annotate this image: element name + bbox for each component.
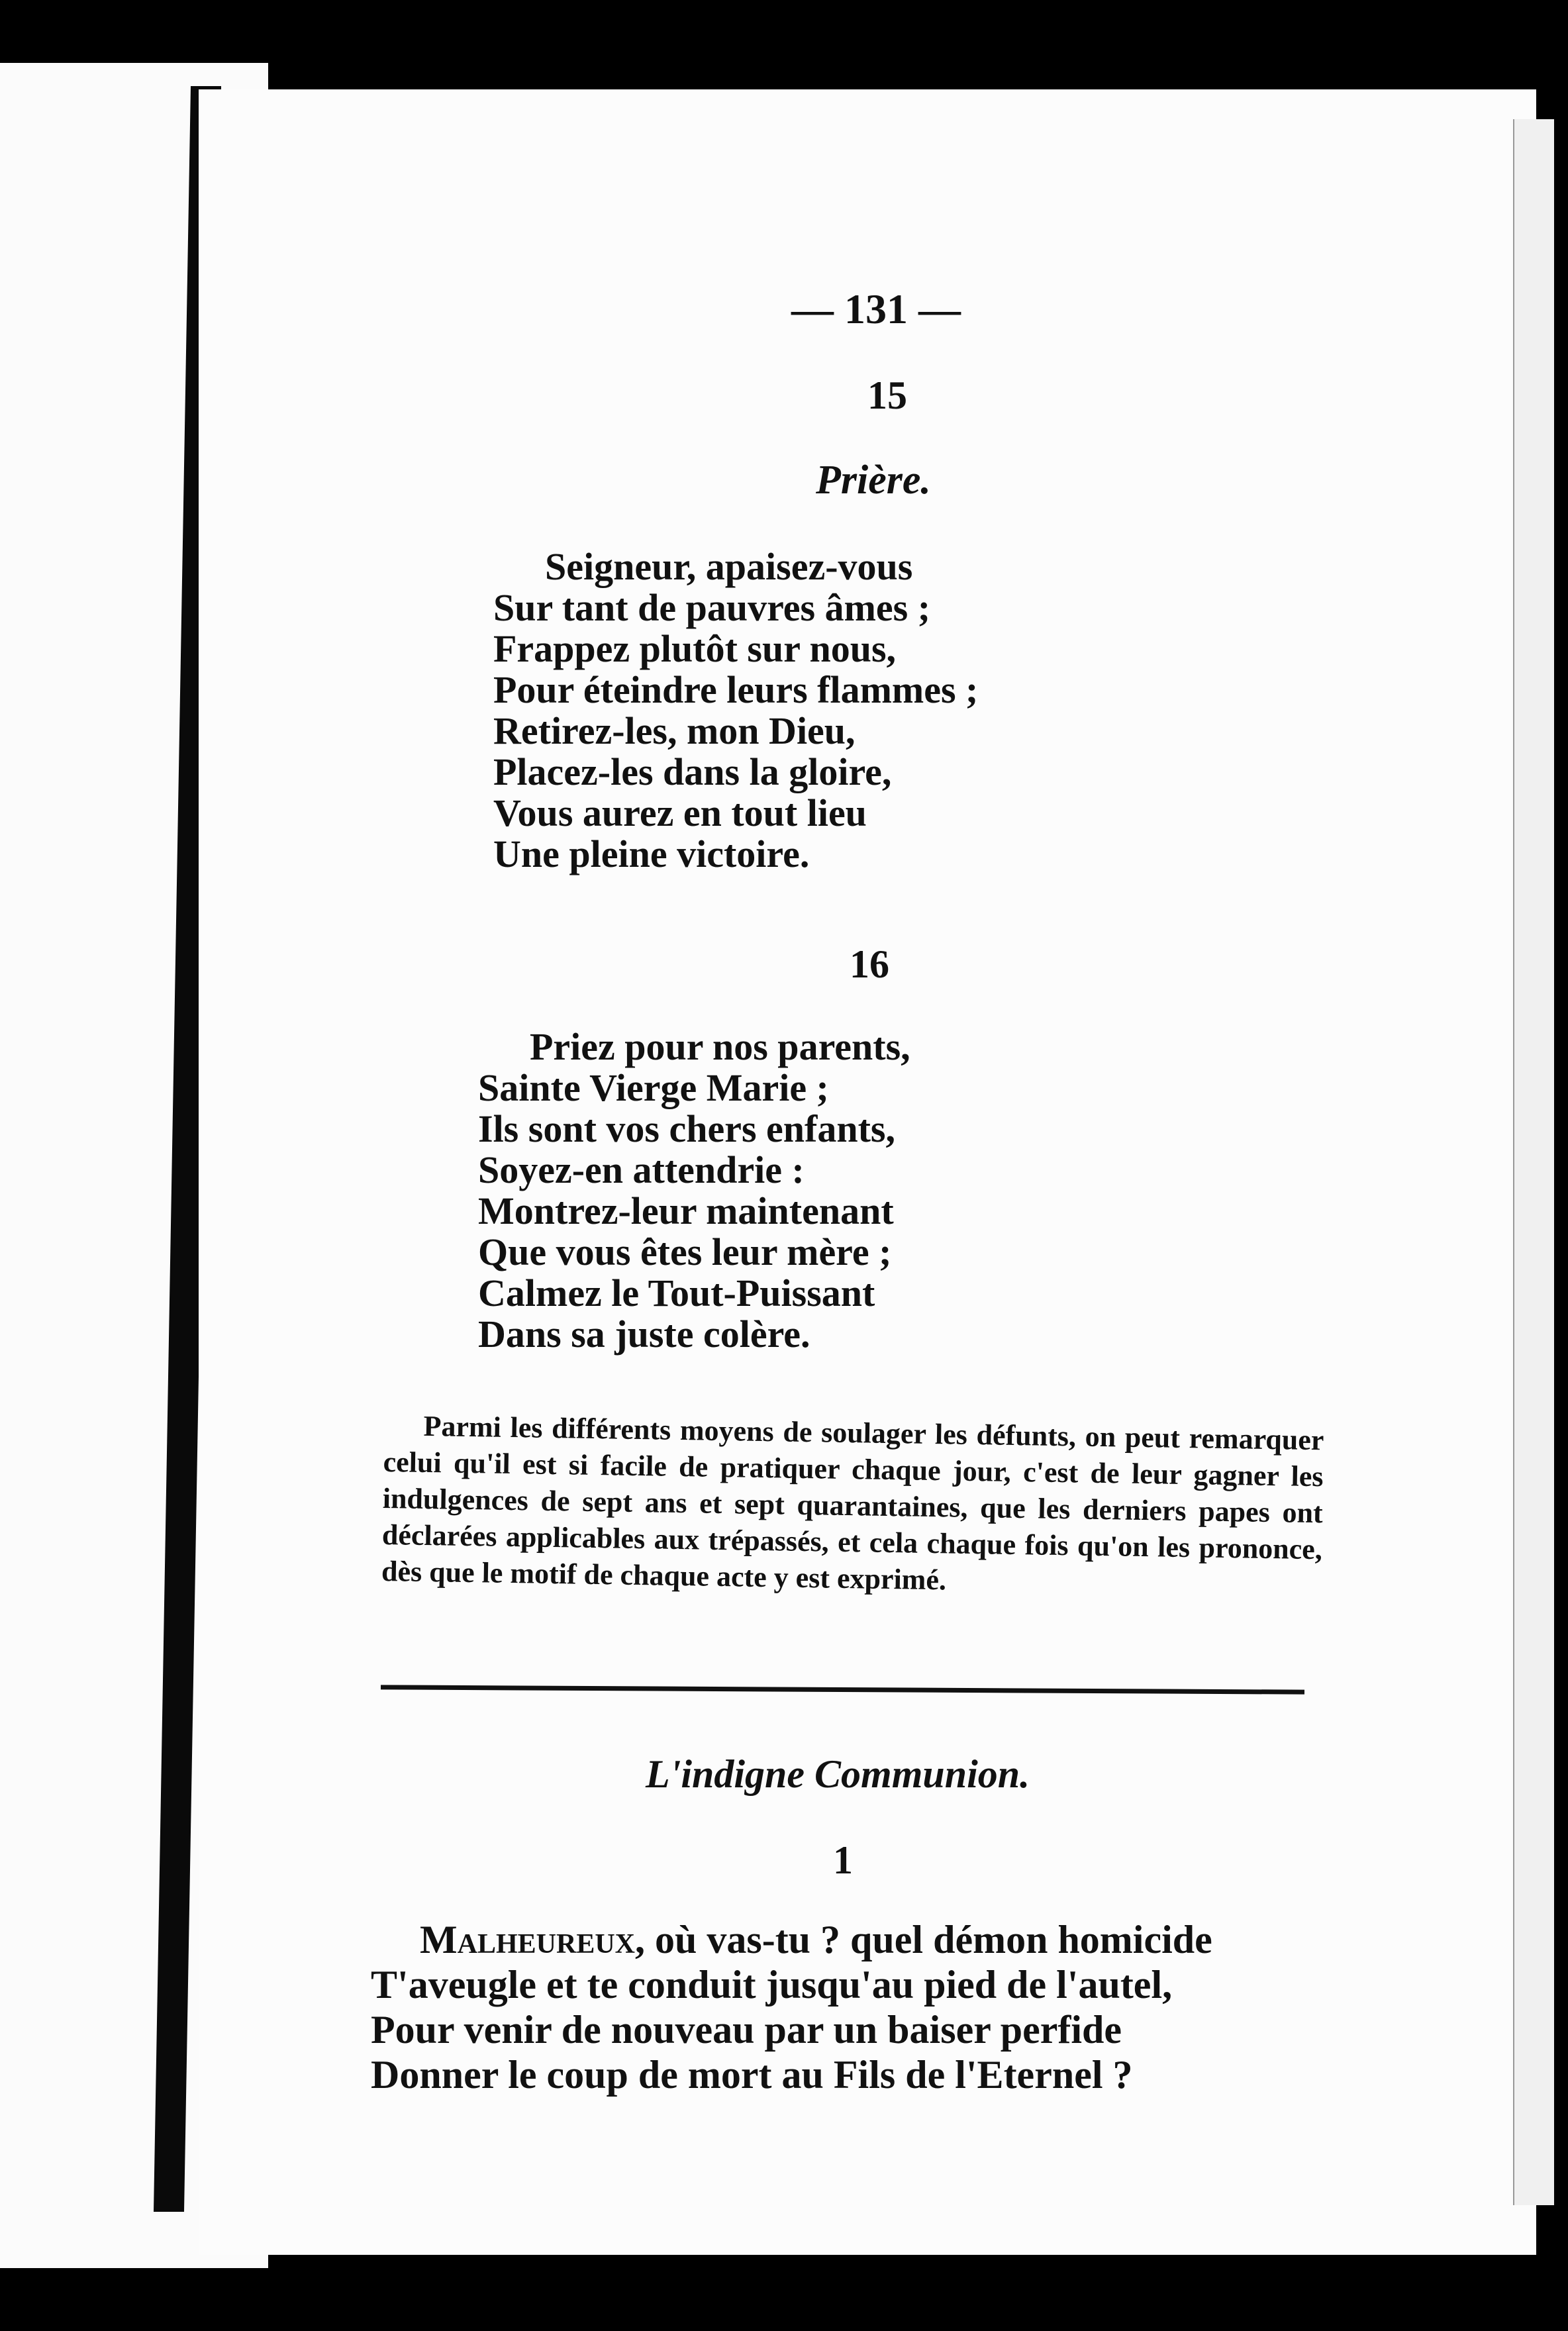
stanza-1 bbox=[371, 1917, 1212, 2097]
section-title-priere: Prière. bbox=[816, 458, 931, 503]
stanza-number-15: 15 bbox=[867, 373, 907, 417]
verse-line: Que vous êtes leur mère ; bbox=[478, 1230, 892, 1273]
verse-line: Sainte Vierge Marie ; bbox=[478, 1066, 829, 1109]
page-number: — 131 — bbox=[791, 285, 961, 332]
verse-line: Seigneur, apaisez-vous bbox=[545, 545, 913, 588]
section-title-communion: L'indigne Communion. bbox=[646, 1752, 1030, 1796]
stanza-number-1: 1 bbox=[833, 1838, 853, 1882]
verse-line: Soyez-en attendrie : bbox=[478, 1148, 805, 1191]
verse-line: Montrez-leur maintenant bbox=[478, 1189, 894, 1232]
verse-line: Vous aurez en tout lieu bbox=[493, 791, 867, 834]
stanza-16 bbox=[478, 1026, 910, 1355]
verse-line: Donner le coup de mort au Fils de l'Eternel ? bbox=[371, 2053, 1133, 2097]
verse-line: Pour venir de nouveau par un baiser perfide bbox=[371, 2008, 1122, 2052]
verse-line: Frappez plutôt sur nous, bbox=[493, 627, 897, 670]
stanza-number-16: 16 bbox=[850, 942, 889, 986]
verse-line: Sur tant de pauvres âmes ; bbox=[493, 586, 931, 629]
prose-note: Parmi les différents moyens de soulager les défunts, on peut remarquer celui qu'il est si facile de pratiquer chaque jour, c'est de leur gagner les indulgences de sept ans et sept quarantaines, que les derniers papes ont déclarées applicables aux trépassés, et cela chaque fois qu'on les prononce, dès que le motif de chaque acte y est exprimé. bbox=[381, 1409, 1324, 1597]
verse-line: Priez pour nos parents, bbox=[530, 1025, 910, 1068]
verse-line: Ils sont vos chers enfants, bbox=[478, 1107, 895, 1150]
first-word: Malheureux bbox=[420, 1918, 635, 1961]
first-line-rest: , où vas-tu ? quel démon homicide bbox=[635, 1918, 1212, 1961]
verse-line: Calmez le Tout-Puissant bbox=[478, 1271, 875, 1314]
verse-line: Retirez-les, mon Dieu, bbox=[493, 709, 856, 752]
verse-line: Une pleine victoire. bbox=[493, 832, 810, 875]
page-edge bbox=[1513, 119, 1554, 2205]
verse-line: T'aveugle et te conduit jusqu'au pied de l'autel, bbox=[371, 1963, 1173, 2007]
verse-line bbox=[371, 1917, 1212, 1962]
verse-line: Pour éteindre leurs flammes ; bbox=[493, 668, 979, 711]
stanza-15 bbox=[493, 546, 978, 875]
verse-line: Dans sa juste colère. bbox=[478, 1313, 810, 1356]
verse-line: Placez-les dans la gloire, bbox=[493, 750, 892, 793]
